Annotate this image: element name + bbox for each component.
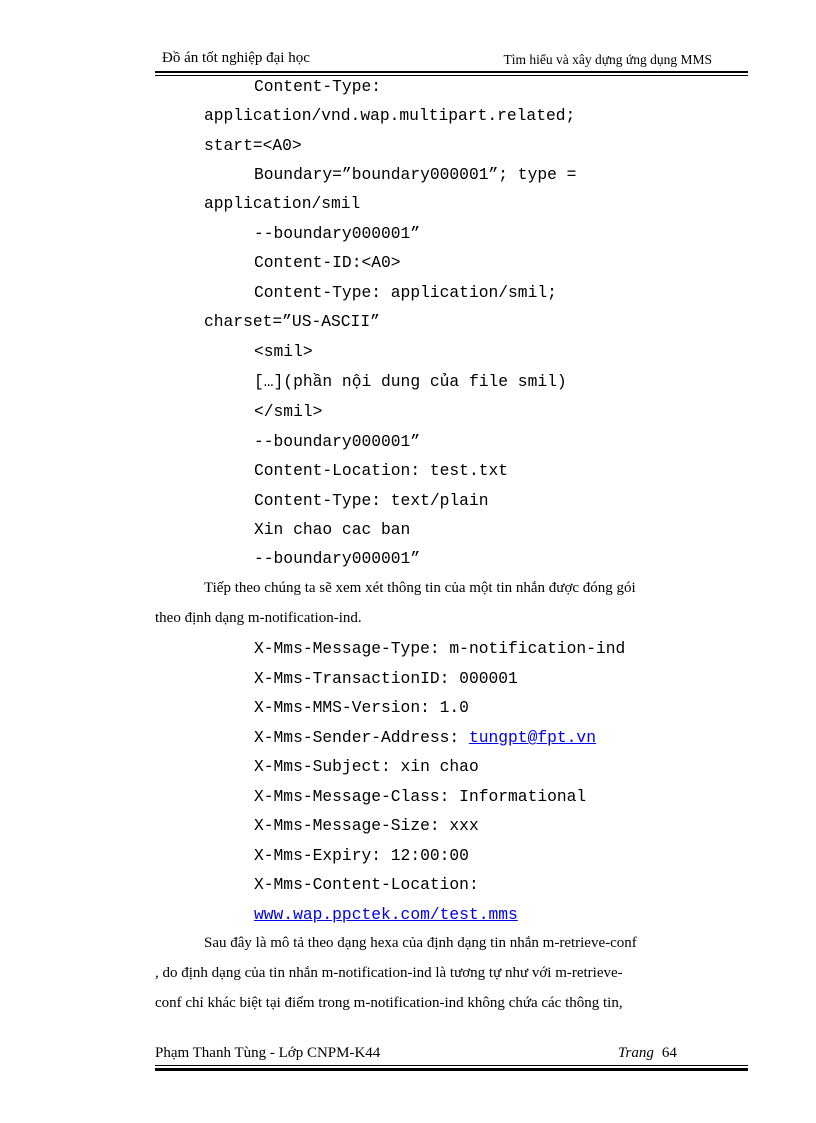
page-number: 64 bbox=[661, 1045, 677, 1061]
code-line-sender bbox=[254, 730, 596, 746]
footer-page bbox=[618, 1045, 677, 1062]
code-line: --boundary000001” bbox=[254, 549, 421, 568]
code-line: Content-Type: application/smil; bbox=[254, 283, 557, 302]
code-line: X-Mms-Message-Size: xxx bbox=[254, 816, 479, 835]
code-line: X-Mms-Message-Type: m-notification-ind bbox=[254, 639, 626, 658]
code-line: X-Mms-Content-Location: bbox=[254, 875, 479, 894]
code-line: --boundary000001” bbox=[254, 432, 421, 451]
code-line: Content-Type: bbox=[254, 77, 382, 96]
code-line: Xin chao cac ban bbox=[254, 520, 411, 539]
body-text-line: Sau đây là mô tả theo dạng hexa của định dạng tin nhắn m-retrieve-conf bbox=[204, 935, 637, 951]
code-line: Boundary=”boundary000001”; type = bbox=[254, 165, 577, 184]
code-line: Content-Location: test.txt bbox=[254, 461, 509, 480]
code-line: X-Mms-Expiry: 12:00:00 bbox=[254, 846, 469, 865]
page-word: Trang bbox=[618, 1045, 654, 1061]
code-line: --boundary000001” bbox=[254, 224, 421, 243]
code-line: X-Mms-Message-Class: Informational bbox=[254, 787, 587, 806]
code-line: […](phần nội dung của file smil) bbox=[254, 372, 567, 391]
body-text-line: theo định dạng m-notification-ind. bbox=[155, 610, 362, 626]
footer-rule-thin bbox=[155, 1065, 748, 1066]
code-line: Content-Type: text/plain bbox=[254, 491, 489, 510]
sender-label: X-Mms-Sender-Address: bbox=[254, 728, 469, 747]
code-line: start=<A0> bbox=[204, 136, 302, 155]
code-line: application/vnd.wap.multipart.related; bbox=[204, 106, 576, 125]
code-line: X-Mms-Subject: xin chao bbox=[254, 757, 479, 776]
code-line: application/smil bbox=[204, 194, 361, 213]
page-header bbox=[155, 50, 748, 70]
code-line: X-Mms-TransactionID: 000001 bbox=[254, 669, 518, 688]
header-rule-thick bbox=[155, 71, 748, 73]
header-topic-title: Tìm hiểu và xây dựng ứng dụng MMS bbox=[503, 52, 712, 67]
header-thesis-title: Đồ án tốt nghiệp đại học bbox=[162, 50, 310, 66]
code-line: charset=”US-ASCII” bbox=[204, 312, 380, 331]
header-rule-thin bbox=[155, 75, 748, 76]
body-text-line: , do định dạng của tin nhắn m-notification-ind là tương tự như với m-retrieve- bbox=[155, 965, 623, 981]
body-text-line: Tiếp theo chúng ta sẽ xem xét thông tin của một tin nhắn được đóng gói bbox=[204, 580, 636, 596]
footer-rule-thick bbox=[155, 1068, 748, 1071]
code-line: </smil> bbox=[254, 402, 323, 421]
footer-author: Phạm Thanh Tùng - Lớp CNPM-K44 bbox=[155, 1045, 381, 1061]
code-line: X-Mms-MMS-Version: 1.0 bbox=[254, 698, 469, 717]
sender-email-link[interactable]: tungpt@fpt.vn bbox=[468, 728, 596, 747]
body-text-line: conf chỉ khác biệt tại điểm trong m-notification-ind không chứa các thông tin, bbox=[155, 995, 623, 1011]
content-location-link[interactable]: www.wap.ppctek.com/test.mms bbox=[254, 905, 518, 924]
code-line: Content-ID:<A0> bbox=[254, 253, 401, 272]
code-line: <smil> bbox=[254, 342, 313, 361]
